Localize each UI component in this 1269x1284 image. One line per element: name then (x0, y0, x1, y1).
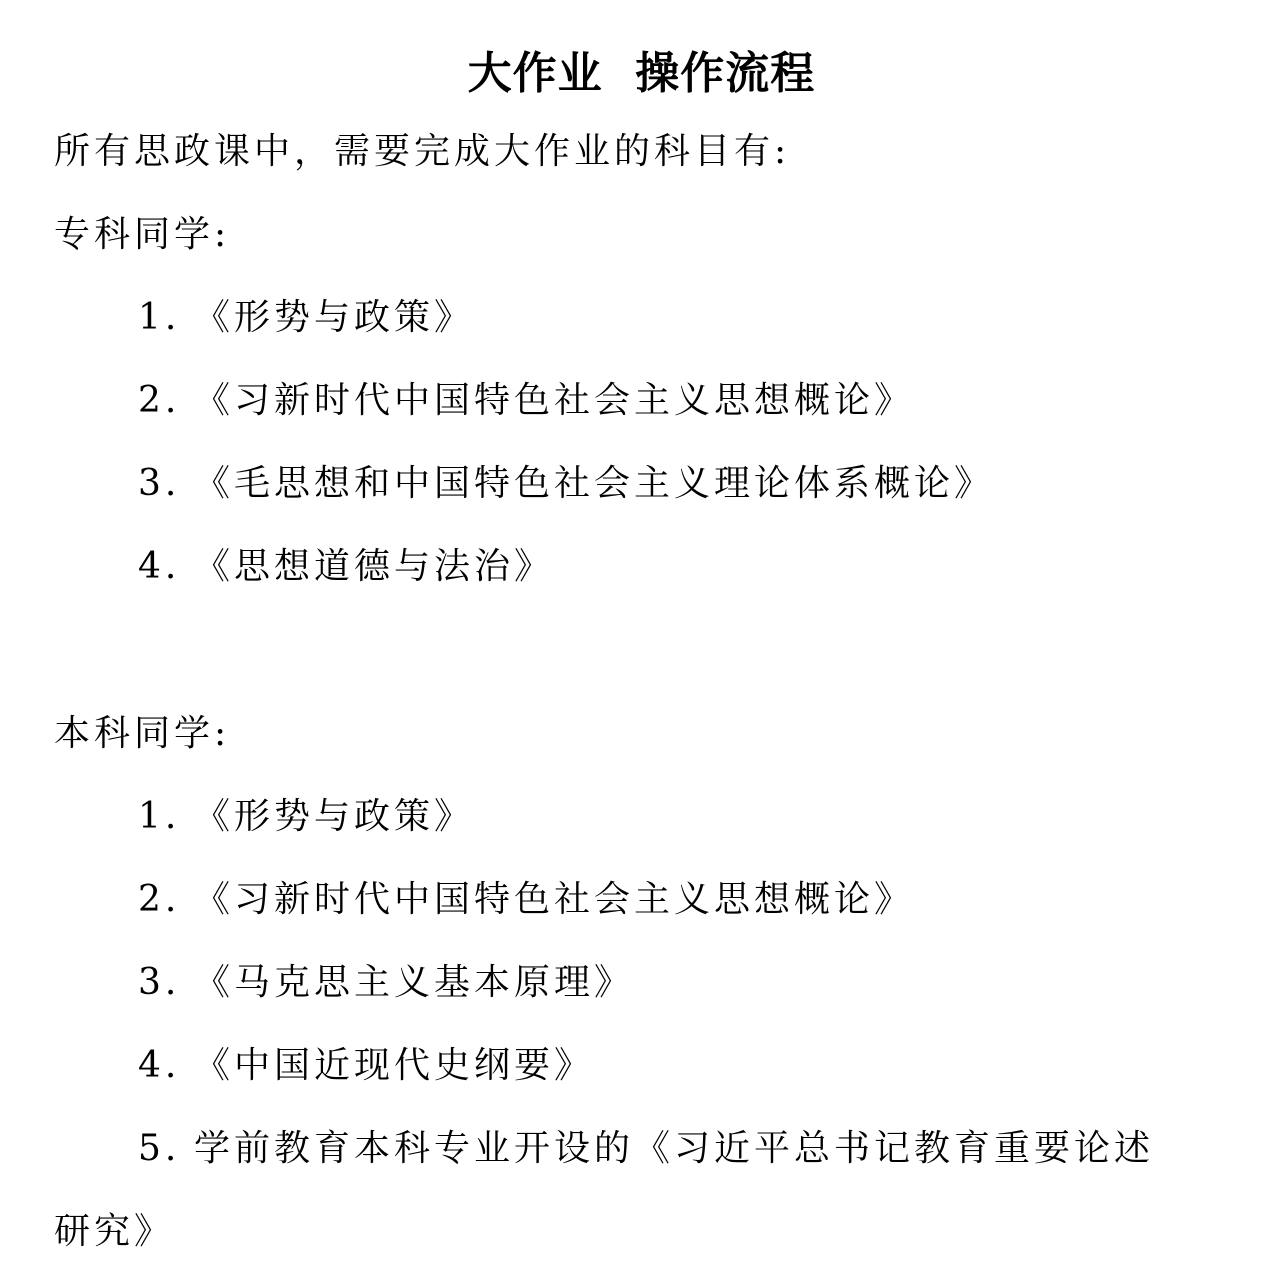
item-number: 2. (138, 380, 181, 421)
item-text: 《形势与政策》 (194, 796, 475, 837)
item-text: 《毛思想和中国特色社会主义理论体系概论》 (194, 463, 995, 504)
list-item (54, 775, 1229, 858)
item-number: 1. (138, 297, 181, 338)
item-text: 学前教育本科专业开设的《习近平总书记教育重要论述 (194, 1128, 1155, 1169)
item-text: 《形势与政策》 (194, 297, 475, 338)
item-number: 2. (138, 879, 181, 920)
item-number: 3. (138, 962, 181, 1003)
item-text: 《中国近现代史纲要》 (194, 1045, 595, 1086)
item-text: 《习新时代中国特色社会主义思想概论》 (194, 879, 915, 920)
list-item (54, 276, 1229, 359)
intro-text: 所有思政课中，需要完成大作业的科目有: (54, 131, 791, 172)
list-item (54, 525, 1229, 608)
list-item (54, 359, 1229, 442)
item-text: 《思想道德与法治》 (194, 546, 555, 587)
item-number: 4. (138, 1045, 181, 1086)
page-title: 大作业 操作流程 (467, 48, 816, 99)
list-item (54, 1024, 1229, 1107)
junior-heading: 专科同学: (54, 214, 231, 255)
item-number: 1. (138, 796, 181, 837)
list-item (54, 1107, 1229, 1190)
section-spacer (54, 608, 1229, 692)
list-item (54, 858, 1229, 941)
item-number: 3. (138, 463, 181, 504)
item-text: 《习新时代中国特色社会主义思想概论》 (194, 380, 915, 421)
list-item (54, 442, 1229, 525)
item-number: 4. (138, 546, 181, 587)
item-text: 《马克思主义基本原理》 (194, 962, 635, 1003)
list-item-continuation: 研究》 (54, 1211, 175, 1252)
list-item (54, 941, 1229, 1024)
undergrad-heading: 本科同学: (54, 713, 231, 754)
item-number: 5. (138, 1128, 181, 1169)
